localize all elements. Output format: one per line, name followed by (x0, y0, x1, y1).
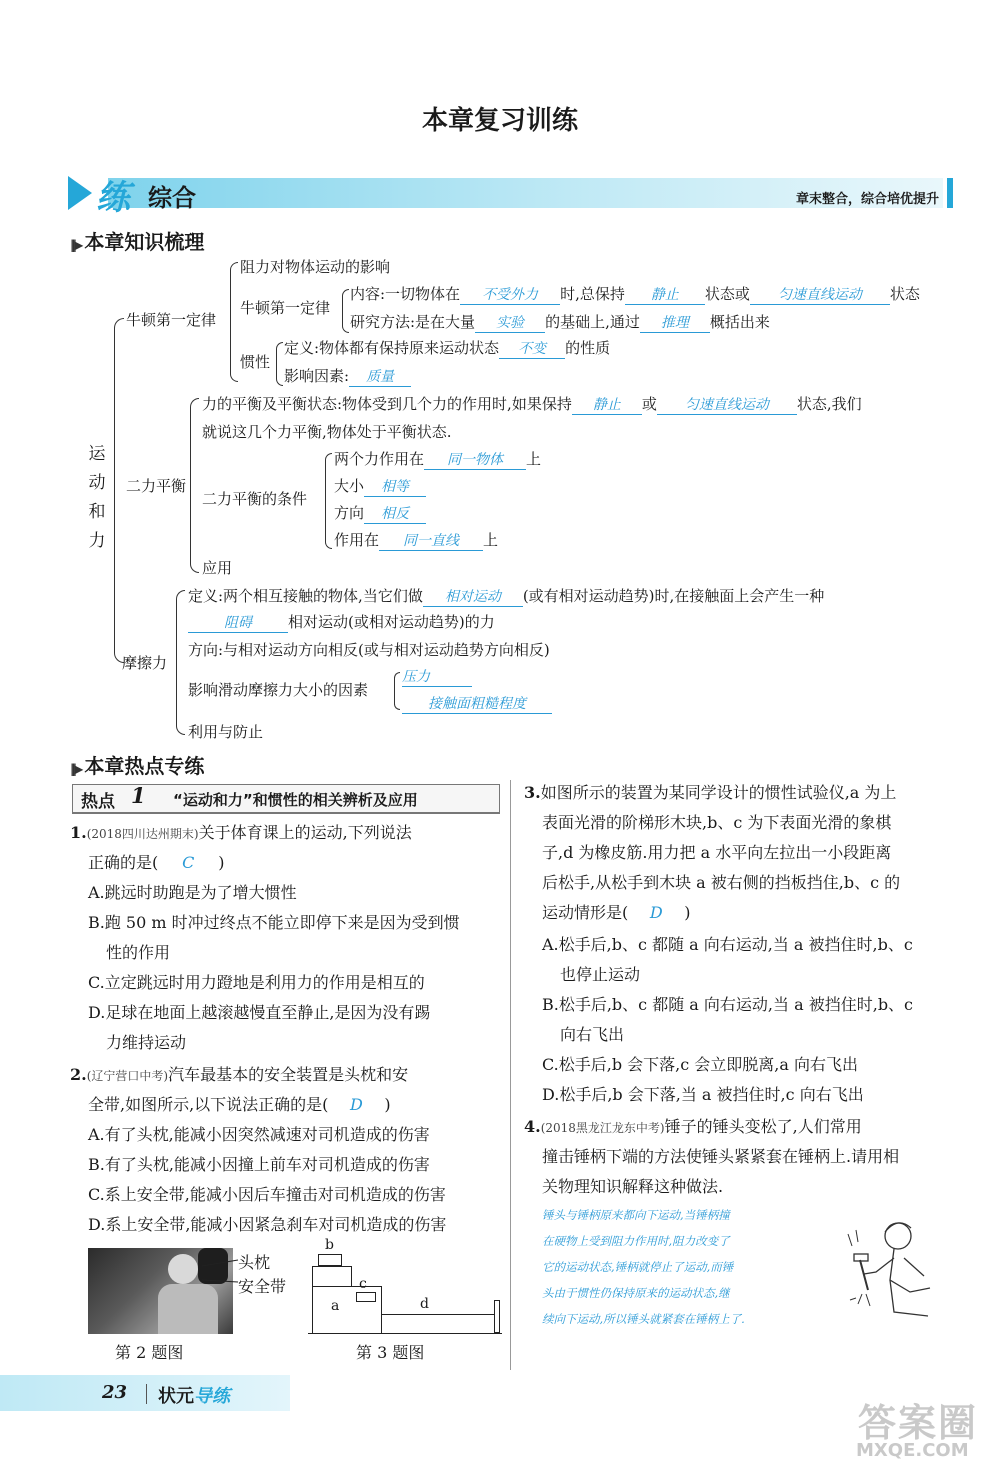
hotspot-title: “运动和力”和惯性的相关辨析及应用 (173, 791, 418, 809)
banner-slogan: 章末整合，综合培优提升 (795, 192, 939, 207)
hotspot-num: 1 (131, 783, 146, 808)
banner-end-bar (947, 178, 953, 208)
friction-def-2: 阻碍 相对运动(或相对运动趋势)的力 (188, 612, 495, 633)
q1-stem: 1.(2018四川达州期末)关于体育课上的运动,下列说法 (70, 823, 412, 842)
q2-stem: 2.(辽宁营口中考)汽车最基本的安全装置是头枕和安 (70, 1065, 409, 1084)
factor-rough: 接触面粗糙程度 (402, 693, 552, 714)
watermark-url: MXQE.COM (856, 1440, 969, 1461)
q1-option-a: A.跳远时助跑是为了增大惯性 (88, 883, 297, 902)
hotspot-header (72, 784, 500, 814)
q2-option-c: C.系上安全带,能减小因后车撞击对司机造成的伤害 (88, 1185, 446, 1204)
play-arrow-icon (68, 176, 92, 210)
balance-state: 力的平衡及平衡状态:物体受到几个力的作用时,如果保持 静止 或 匀速直线运动 状态,我们 (202, 395, 862, 413)
q2-option-d: D.系上安全带,能减小因紧急刹车对司机造成的伤害 (88, 1215, 447, 1234)
cond-brace (325, 453, 332, 549)
column-divider (510, 780, 511, 1370)
fig3-rubber-band-d (382, 1314, 494, 1315)
fig3-chess-b (318, 1254, 342, 1266)
fig3-stopper (494, 1300, 500, 1333)
friction-direction: 方向:与相对运动方向相反(或与相对运动趋势方向相反) (188, 641, 550, 659)
q4-stem-2: 撞击锤柄下端的方法使锤头紧紧套在锤柄上.请用相 (542, 1147, 900, 1166)
fig3-floor (308, 1333, 502, 1334)
label-headrest: 头枕 (238, 1253, 271, 1272)
watermark-logo: 答案圈 (858, 1401, 979, 1445)
friction-use: 利用与防止 (188, 723, 264, 741)
label-seatbelt: 安全带 (238, 1277, 287, 1296)
section-marker-icon: |||▶ (70, 238, 81, 252)
section-marker-icon: |||▶ (70, 762, 81, 776)
banner-lian: 练 (96, 178, 130, 218)
q1-option-c: C.立定跳远时用力蹬地是利用力的作用是相互的 (88, 973, 425, 992)
q4-stem: 4.(2018黑龙江龙东中考)锤子的锤头变松了,人们常用 (524, 1117, 862, 1136)
q3-stem-5: 运动情形是( D ) (542, 898, 691, 928)
q3-stem-4: 后松手,从松手到木块 a 被右侧的挡板挡住,b、c 的 (542, 873, 901, 892)
fig3-label-c: c (359, 1276, 367, 1292)
hammer-boy-illustration (838, 1214, 958, 1334)
q4-answer: 锤头与锤柄原来都向下运动,当锤柄撞 在硬物上受到阻力作用时,阻力改变了 它的运动状态,锤柄就停止了运动,而锤 头由于惯性仍保持原来的运动状态,继 续向下运动,所以锤头就紧套在锤柄上了. (542, 1208, 745, 1326)
q2-figure-caption: 第 2 题图 (115, 1343, 184, 1362)
driver-body-shape (158, 1284, 218, 1334)
section-banner (68, 172, 955, 216)
factors-brace (394, 672, 400, 710)
hotspot-label: 热点 (81, 792, 115, 812)
law-method: 研究方法:是在大量 实验 的基础上,通过 推理 概括出来 (350, 313, 770, 331)
q1-option-d: D.足球在地面上越滚越慢直至静止,是因为没有踢 (88, 1003, 431, 1022)
q1-option-b-2: 性的作用 (106, 943, 171, 962)
fig3-label-a: a (331, 1298, 340, 1314)
q1-answer: C (182, 853, 195, 872)
fig3-chess-c (356, 1292, 376, 1302)
section-hotspot (70, 750, 204, 779)
law-content: 内容:一切物体在 不受外力 时,总保持 静止 状态或 匀速直线运动 状态 (350, 285, 920, 303)
q2-stem-2: 全带,如图所示,以下说法正确的是( D ) (88, 1090, 391, 1120)
q2-option-b: B.有了头枕,能减小因撞上前车对司机造成的伤害 (88, 1155, 430, 1174)
q3-option-b-2: 向右飞出 (560, 1025, 625, 1044)
fig3-label-b: b (325, 1237, 334, 1253)
fig3-block-top-step (312, 1266, 352, 1286)
cond-label: 二力平衡的条件 (202, 490, 308, 508)
newton-label: 牛顿第一定律 (126, 311, 217, 329)
q2-leader-lines (200, 1250, 240, 1290)
q4-stem-3: 关物理知识解释这种做法. (542, 1177, 724, 1196)
q3-figure-caption: 第 3 题图 (356, 1343, 425, 1362)
friction-def: 定义:两个相互接触的物体,当它们做 相对运动 (或有相对运动趋势)时,在接触面上会产生一种 (188, 587, 825, 605)
factor-pressure: 压力 (402, 666, 472, 687)
footer-separator (146, 1384, 147, 1404)
friction-factors: 影响滑动摩擦力大小的因素 (188, 681, 369, 699)
app-label: 应用 (202, 559, 233, 577)
friction-brace (176, 590, 185, 735)
q1-stem-2: 正确的是( C ) (88, 848, 225, 878)
fig3-label-d: d (420, 1296, 429, 1312)
balance-label: 二力平衡 (126, 477, 187, 495)
inertia-factor: 影响因素: 质量 (284, 366, 411, 387)
q3-option-d: D.松手后,b 会下落,当 a 被挡住时,c 向右飞出 (542, 1085, 864, 1104)
cond-2: 大小 相等 (334, 476, 426, 497)
q3-option-a: A.松手后,b、c 都随 a 向右运动,当 a 被挡住时,b、c (542, 935, 913, 954)
page-number: 23 (102, 1382, 128, 1403)
page-title: 本章复习训练 (421, 106, 578, 136)
q2-answer: D (350, 1095, 363, 1114)
resistance-text: 阻力对物体运动的影响 (240, 258, 391, 276)
inertia-brace (276, 342, 283, 386)
section-knowledge-title: 本章知识梳理 (84, 230, 205, 254)
section-knowledge (70, 226, 204, 255)
q2-option-a: A.有了头枕,能减小因突然减速对司机造成的伤害 (88, 1125, 430, 1144)
root-brace (114, 318, 124, 663)
q3-option-c: C.松手后,b 会下落,c 会立即脱离,a 向右飞出 (542, 1055, 859, 1074)
law-label: 牛顿第一定律 (240, 299, 331, 317)
inertia-label: 惯性 (240, 353, 271, 371)
q3-option-b: B.松手后,b、c 都随 a 向右运动,当 a 被挡住时,b、c (542, 995, 914, 1014)
balance-state-2: 就说这几个力平衡,物体处于平衡状态. (202, 423, 452, 441)
newton-brace (230, 262, 238, 382)
inertia-def: 定义:物体都有保持原来运动状态 不变 的性质 (284, 339, 611, 357)
q3-stem-3: 子,d 为橡皮筋.用力把 a 水平向左拉出一小段距离 (542, 843, 892, 862)
q3-answer: D (649, 903, 663, 922)
balance-brace (190, 398, 199, 573)
q3-stem-2: 表面光滑的阶梯形木块,b、c 为下表面光滑的象棋 (542, 813, 892, 832)
footer-brand: 状元导练 (158, 1386, 230, 1407)
q1-option-d-2: 力维持运动 (106, 1033, 187, 1052)
footer-band (0, 1375, 290, 1411)
cond-1: 两个力作用在 同一物体 上 (334, 450, 542, 468)
banner-zonghe: 综合 (148, 184, 196, 212)
root-label: 运 动 和 力 (88, 444, 106, 551)
q3-option-a-2: 也停止运动 (560, 965, 641, 984)
law-brace (342, 289, 349, 333)
section-hotspot-title: 本章热点专练 (84, 754, 205, 778)
q1-option-b: B.跑 50 m 时冲过终点不能立即停下来是因为受到惯 (88, 913, 460, 932)
friction-label: 摩擦力 (122, 654, 168, 672)
cond-3: 方向 相反 (334, 503, 426, 524)
cond-4: 作用在 同一直线 上 (334, 531, 499, 549)
driver-head-shape (168, 1254, 198, 1284)
q3-stem: 3.如图所示的装置为某同学设计的惯性试验仪,a 为上 (524, 783, 897, 802)
